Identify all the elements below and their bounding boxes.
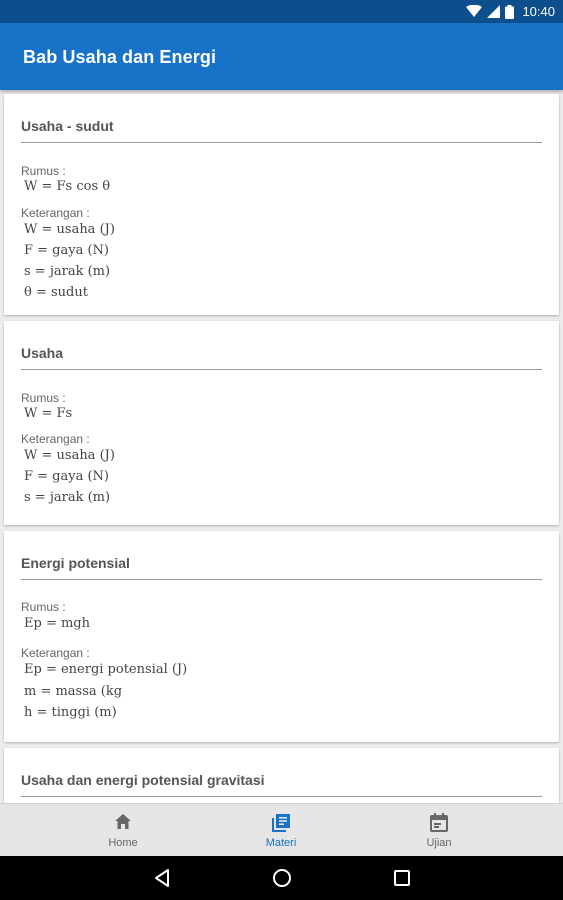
keterangan-line: W = usaha (J) bbox=[24, 448, 115, 463]
home-circle-icon[interactable] bbox=[272, 868, 292, 888]
keterangan-line: s = jarak (m) bbox=[24, 490, 111, 505]
card-title: Usaha bbox=[21, 345, 64, 361]
keterangan-line: m = massa (kg bbox=[24, 684, 123, 699]
book-icon bbox=[271, 813, 291, 833]
rumus-label: Rumus : bbox=[21, 391, 66, 405]
keterangan-label: Keterangan : bbox=[21, 646, 90, 660]
status-bar bbox=[0, 0, 563, 23]
recents-icon[interactable] bbox=[393, 868, 411, 888]
card-title: Energi potensial bbox=[21, 555, 130, 571]
rumus-label: Rumus : bbox=[21, 600, 66, 614]
card-title: Usaha - sudut bbox=[21, 118, 114, 134]
wifi-icon bbox=[466, 5, 482, 18]
card-divider bbox=[21, 142, 542, 143]
card-usaha-energi-potensial-gravitasi[interactable] bbox=[4, 748, 559, 803]
formula: W = Fs bbox=[24, 406, 73, 421]
card-usaha-sudut[interactable] bbox=[4, 94, 559, 315]
card-divider bbox=[21, 579, 542, 580]
bottom-navigation bbox=[0, 803, 563, 857]
card-usaha[interactable] bbox=[4, 321, 559, 525]
nav-label-ujian: Ujian bbox=[426, 837, 452, 849]
rumus-label: Rumus : bbox=[21, 164, 66, 178]
page-title: Bab Usaha dan Energi bbox=[23, 47, 217, 67]
clock-time: 10:40 bbox=[522, 4, 555, 19]
card-divider bbox=[21, 369, 542, 370]
keterangan-label: Keterangan : bbox=[21, 432, 90, 446]
home-icon bbox=[114, 813, 132, 831]
card-divider bbox=[21, 796, 542, 797]
keterangan-line: F = gaya (N) bbox=[24, 243, 109, 258]
nav-item-ujian[interactable] bbox=[379, 804, 499, 857]
keterangan-line: F = gaya (N) bbox=[24, 469, 109, 484]
formula: Ep = mgh bbox=[24, 616, 90, 631]
keterangan-line: s = jarak (m) bbox=[24, 264, 111, 279]
card-energi-potensial[interactable] bbox=[4, 531, 559, 742]
keterangan-label: Keterangan : bbox=[21, 206, 90, 220]
keterangan-line: W = usaha (J) bbox=[24, 222, 115, 237]
calendar-icon bbox=[430, 813, 448, 832]
keterangan-line: Ep = energi potensial (J) bbox=[24, 662, 188, 677]
system-navigation-bar bbox=[0, 856, 563, 900]
nav-item-materi[interactable] bbox=[221, 804, 341, 857]
content-list[interactable] bbox=[0, 90, 563, 803]
nav-label-materi: Materi bbox=[265, 837, 297, 849]
keterangan-line: θ = sudut bbox=[24, 285, 88, 300]
battery-icon bbox=[505, 5, 514, 19]
card-title: Usaha dan energi potensial gravitasi bbox=[21, 772, 265, 788]
nav-item-home[interactable] bbox=[63, 804, 183, 857]
nav-label-home: Home bbox=[108, 837, 138, 849]
signal-icon bbox=[487, 5, 500, 18]
back-icon[interactable] bbox=[153, 868, 171, 888]
keterangan-line: h = tinggi (m) bbox=[24, 705, 117, 720]
app-bar bbox=[0, 23, 563, 90]
formula: W = Fs cos θ bbox=[24, 179, 111, 194]
